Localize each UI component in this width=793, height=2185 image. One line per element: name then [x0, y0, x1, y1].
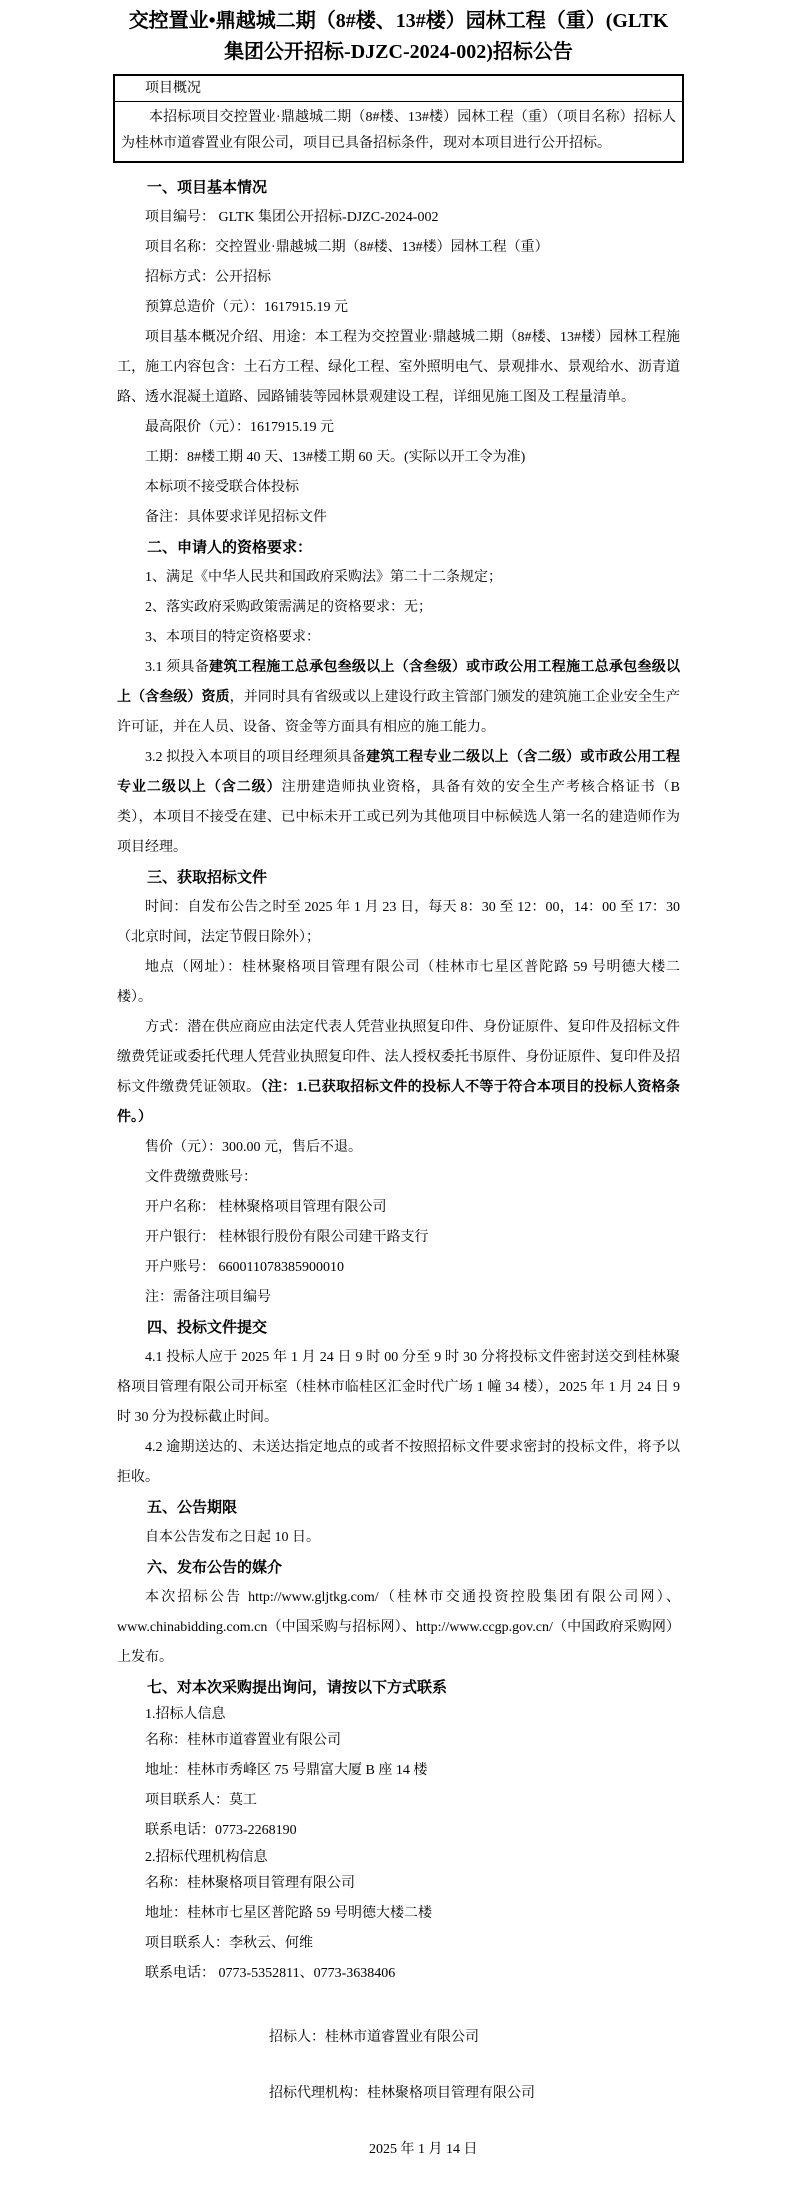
text-run: 二、申请人的资格要求：: [147, 540, 313, 556]
text-run: 2、落实政府采购政策需满足的资格要求：无；: [145, 600, 432, 615]
overview-box-header: 项目概况: [115, 76, 682, 102]
footer-bidder-line: 招标人：桂林市道睿置业有限公司: [269, 2030, 479, 2045]
document-body: [117, 173, 680, 1989]
text-run: 名称：桂林市道睿置业有限公司: [145, 1733, 341, 1748]
text-run: ，并同时具有省级或以上建设行政主管部门颁发的建筑施工企业安全生产许可证，并在人员、设备、资金等方面具有相应的施工能力。: [117, 690, 681, 735]
text-run: 项目编号： GLTK 集团公开招标-DJZC-2024-002: [145, 210, 439, 225]
paragraph: [117, 1133, 680, 1163]
section-heading: [117, 1493, 680, 1523]
overview-box: [113, 74, 684, 163]
text-run: 4.2 逾期送达的、未送达指定地点的或者不按照招标文件要求密封的投标文件，将予以拒收。: [117, 1440, 680, 1485]
paragraph: [117, 293, 680, 323]
text-run: 项目联系人：李秋云、何维: [145, 1936, 313, 1951]
paragraph: [117, 563, 680, 593]
text-run: 4.1 投标人应于 2025 年 1 月 24 日 9 时 00 分至 9 时 30 分将投标文件密封送交到桂林聚格项目管理有限公司开标室（桂林市临桂区汇金时代广场 1 幢 34 楼），2025 年 1 月 24 日 9 时 30 分为投标截止时间。: [117, 1350, 680, 1425]
text-run: 联系电话： 0773-5352811、0773-3638406: [145, 1966, 396, 1981]
text-run: 三、获取招标文件: [147, 870, 268, 886]
paragraph: [117, 593, 680, 623]
paragraph: [117, 1343, 680, 1433]
paragraph: [117, 623, 680, 653]
text-run: 一、项目基本情况: [147, 180, 268, 196]
paragraph: [117, 743, 680, 863]
paragraph: [117, 473, 680, 503]
paragraph: [117, 1283, 680, 1313]
text-run: 预算总造价（元）：1617915.19 元: [145, 300, 348, 315]
paragraph: [117, 653, 680, 743]
paragraph: [117, 1929, 680, 1959]
paragraph: [117, 1726, 680, 1756]
text-run: 地点（网址）：桂林聚格项目管理有限公司（桂林市七星区普陀路 59 号明德大楼二楼）。: [117, 960, 680, 1005]
paragraph: [117, 233, 680, 263]
text-run: 开户银行： 桂林银行股份有限公司建干路支行: [145, 1230, 429, 1245]
text-run: 本次招标公告 http://www.gljtkg.com/（桂林市交通投资控股集团有限公司网）、www.chinabidding.com.cn（中国采购与招标网）、http://www.ccgp.gov.cn/（中国政府采购网）上发布。: [117, 1590, 680, 1665]
text-run: 开户账号： 660011078385900010: [145, 1260, 344, 1275]
paragraph: [117, 1523, 680, 1553]
paragraph: [117, 1899, 680, 1929]
text-run: 文件费缴费账号：: [145, 1170, 257, 1185]
text-run: 地址：桂林市七星区普陀路 59 号明德大楼二楼: [145, 1906, 432, 1921]
section-heading: [117, 173, 680, 203]
document-title: 交控置业•鼎越城二期（8#楼、13#楼）园林工程（重）(GLTK 集团公开招标-DJZC-2024-002)招标公告: [128, 10, 669, 63]
paragraph: [117, 1013, 680, 1133]
text-run: 2.招标代理机构信息: [145, 1850, 268, 1865]
paragraph: [117, 413, 680, 443]
text-run: 项目联系人：莫工: [145, 1793, 257, 1808]
text-run: 五、公告期限: [147, 1500, 238, 1516]
text-run: 本标项不接受联合体投标: [145, 480, 299, 495]
paragraph: [117, 1583, 680, 1673]
paragraph: [117, 1193, 680, 1223]
text-run: 3、本项目的特定资格要求：: [145, 630, 320, 645]
text-run: （注：1.已获取招标文件的投标人不等于符合本项目的投标人资格条件。）: [117, 1080, 681, 1125]
text-run: 3.2 拟投入本项目的项目经理须具备: [145, 750, 367, 765]
paragraph: [117, 203, 680, 233]
text-run: 六、发布公告的媒介: [147, 1560, 283, 1576]
paragraph: [117, 1163, 680, 1193]
document-footer: [269, 2023, 680, 2165]
text-run: 联系电话：0773-2268190: [145, 1823, 297, 1838]
text-run: 招标方式：公开招标: [145, 270, 271, 285]
paragraph: [117, 1959, 680, 1989]
text-run: 方式：潜在供应商应由法定代表人凭营业执照复印件、身份证原件、复印件及招标文件缴费凭证或委托代理人凭营业执照复印件、法人授权委托书原件、身份证原件、复印件及招标文件缴费凭证领取。: [117, 1020, 680, 1095]
text-run: 建筑工程施工总承包叁级以上（含叁级）或市政公用工程施工总承包叁级以上（含叁级）资质: [117, 660, 681, 705]
text-run: 项目名称：交控置业·鼎越城二期（8#楼、13#楼）园林工程（重）: [145, 240, 549, 255]
text-run: 1、满足《中华人民共和国政府采购法》第二十二条规定；: [145, 570, 502, 585]
section-heading: [117, 863, 680, 893]
text-run: 备注：具体要求详见招标文件: [145, 510, 327, 525]
footer-date-line: 2025 年 1 月 14 日: [369, 2142, 478, 2157]
paragraph: [117, 1703, 680, 1726]
section-heading: [117, 533, 680, 563]
text-run: 3.1 须具备: [145, 660, 210, 675]
text-run: 时间：自发布公告之时至 2025 年 1 月 23 日，每天 8：30 至 12：00，14：00 至 17：30（北京时间，法定节假日除外）；: [117, 900, 680, 945]
text-run: 建筑工程专业二级以上（含二级）或市政公用工程专业二级以上（含二级）: [117, 750, 681, 795]
section-heading: [117, 1553, 680, 1583]
paragraph: [117, 1846, 680, 1869]
text-run: 地址：桂林市秀峰区 75 号鼎富大厦 B 座 14 楼: [145, 1763, 428, 1778]
paragraph: [117, 263, 680, 293]
paragraph: [117, 1223, 680, 1253]
text-run: 七、对本次采购提出询问，请按以下方式联系: [147, 1680, 448, 1696]
paragraph: [117, 1816, 680, 1846]
text-run: 售价（元）：300.00 元，售后不退。: [145, 1140, 362, 1155]
text-run: 项目基本概况介绍、用途：本工程为交控置业·鼎越城二期（8#楼、13#楼）园林工程施工，施工内容包含：土石方工程、绿化工程、室外照明电气、景观排水、景观给水、沥青道路、透水混凝土道路、园路铺装等园林景观建设工程，详细见施工图及工程量清单。: [117, 330, 680, 405]
paragraph: [117, 1786, 680, 1816]
text-run: 注册建造师执业资格，具备有效的安全生产考核合格证书（B 类），本项目不接受在建、已中标未开工或已列为其他项目中标候选人第一名的建造师作为项目经理。: [117, 780, 681, 855]
paragraph: [117, 503, 680, 533]
text-run: 名称：桂林聚格项目管理有限公司: [145, 1876, 355, 1891]
text-run: 开户名称： 桂林聚格项目管理有限公司: [145, 1200, 387, 1215]
text-run: 最高限价（元）：1617915.19 元: [145, 420, 334, 435]
text-run: 工期：8#楼工期 40 天、13#楼工期 60 天。(实际以开工令为准): [145, 450, 526, 465]
overview-box-body: 本招标项目交控置业·鼎越城二期（8#楼、13#楼）园林工程（重）（项目名称）招标人为桂林市道睿置业有限公司，项目已具备招标条件，现对本项目进行公开招标。: [121, 110, 676, 151]
text-run: 四、投标文件提交: [147, 1320, 268, 1336]
paragraph: [117, 893, 680, 953]
text-run: 注：需备注项目编号: [145, 1290, 271, 1305]
paragraph: [117, 1756, 680, 1786]
section-heading: [117, 1313, 680, 1343]
text-run: 自本公告发布之日起 10 日。: [145, 1530, 320, 1545]
section-heading: [117, 1673, 680, 1703]
footer-agency-line: 招标代理机构：桂林聚格项目管理有限公司: [269, 2086, 535, 2101]
paragraph: [117, 1869, 680, 1899]
paragraph: [117, 953, 680, 1013]
paragraph: [117, 1253, 680, 1283]
text-run: 1.招标人信息: [145, 1707, 226, 1722]
paragraph: [117, 443, 680, 473]
paragraph: [117, 1433, 680, 1493]
paragraph: [117, 323, 680, 413]
